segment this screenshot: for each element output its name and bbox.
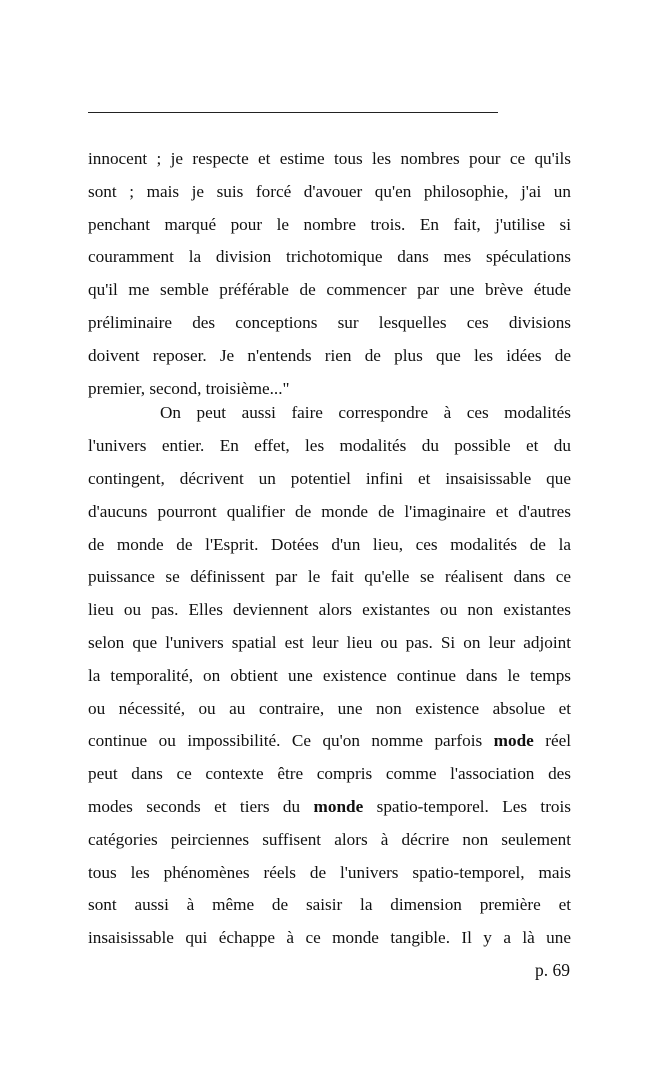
text-line — [88, 397, 571, 430]
text-run: puissance se définissent par le fait qu'elle se réalisent dans ce — [88, 567, 571, 587]
text-line — [88, 143, 571, 176]
text-run: préliminaire des conceptions sur lesquelles ces divisions — [88, 312, 571, 332]
text-run: spatio-temporel. Les trois — [363, 796, 571, 816]
text-run: tous les phénomènes réels de l'univers spatio-temporel, mais — [88, 862, 571, 882]
body-text — [88, 143, 571, 955]
text-line — [88, 922, 571, 955]
text-line — [88, 274, 571, 307]
text-run: premier, second, troisième..." — [88, 378, 290, 398]
text-run: penchant marqué pour le nombre trois. En fait, j'utilise si — [88, 214, 571, 234]
text-run: la temporalité, on obtient une existence continue dans le temps — [88, 665, 571, 685]
text-line — [88, 209, 571, 242]
text-line — [88, 693, 571, 726]
text-line — [88, 824, 571, 857]
text-run: lieu ou pas. Elles deviennent alors existantes ou non existantes — [88, 600, 571, 620]
bold-term: monde — [313, 796, 364, 816]
text-run: l'univers entier. En effet, les modalités du possible et du — [88, 436, 571, 456]
text-line — [88, 627, 571, 660]
text-run: ou nécessité, ou au contraire, une non existence absolue et — [88, 698, 571, 718]
text-run: sont aussi à même de saisir la dimension première et — [88, 895, 571, 915]
text-run: modes seconds et tiers du — [88, 796, 314, 816]
text-run: réel — [533, 731, 571, 751]
page-number: p. 69 — [535, 960, 570, 980]
text-run: qu'il me semble préférable de commencer par une brève étude — [88, 280, 571, 300]
text-run: selon que l'univers spatial est leur lieu ou pas. Si on leur adjoint — [88, 632, 571, 652]
text-run: d'aucuns pourront qualifier de monde de l'imaginaire et d'autres — [88, 501, 571, 521]
text-line — [88, 430, 571, 463]
text-line — [88, 791, 571, 824]
text-run: continue ou impossibilité. Ce qu'on nomme parfois — [88, 731, 494, 751]
text-line — [88, 660, 571, 693]
text-run: insaisissable qui échappe à ce monde tangible. Il y a là une — [88, 928, 571, 948]
text-run: peut dans ce contexte être compris comme l'association des — [88, 764, 571, 784]
text-line — [88, 594, 571, 627]
text-line — [88, 561, 571, 594]
text-line — [88, 463, 571, 496]
text-run: sont ; mais je suis forcé d'avouer qu'en philosophie, j'ai un — [88, 181, 571, 201]
text-line — [88, 176, 571, 209]
text-line — [88, 496, 571, 529]
text-run: contingent, décrivent un potentiel infini et insaisissable que — [88, 468, 571, 488]
text-run: couramment la division trichotomique dans mes spéculations — [88, 247, 571, 267]
text-run: On peut aussi faire correspondre à ces modalités — [160, 403, 571, 423]
text-line — [88, 340, 571, 373]
text-line — [88, 241, 571, 274]
text-run: doivent reposer. Je n'entends rien de plus que les idées de — [88, 345, 571, 365]
header-rule — [88, 112, 498, 113]
text-line — [88, 889, 571, 922]
text-run: catégories peirciennes suffisent alors à décrire non seulement — [88, 829, 571, 849]
text-line — [88, 529, 571, 562]
text-run: de monde de l'Esprit. Dotées d'un lieu, ces modalités de la — [88, 534, 571, 554]
bold-term: mode — [493, 731, 534, 751]
text-run: innocent ; je respecte et estime tous les nombres pour ce qu'ils — [88, 149, 571, 168]
text-line — [88, 725, 571, 758]
text-line — [88, 857, 571, 890]
text-line — [88, 307, 571, 340]
text-line — [88, 758, 571, 791]
